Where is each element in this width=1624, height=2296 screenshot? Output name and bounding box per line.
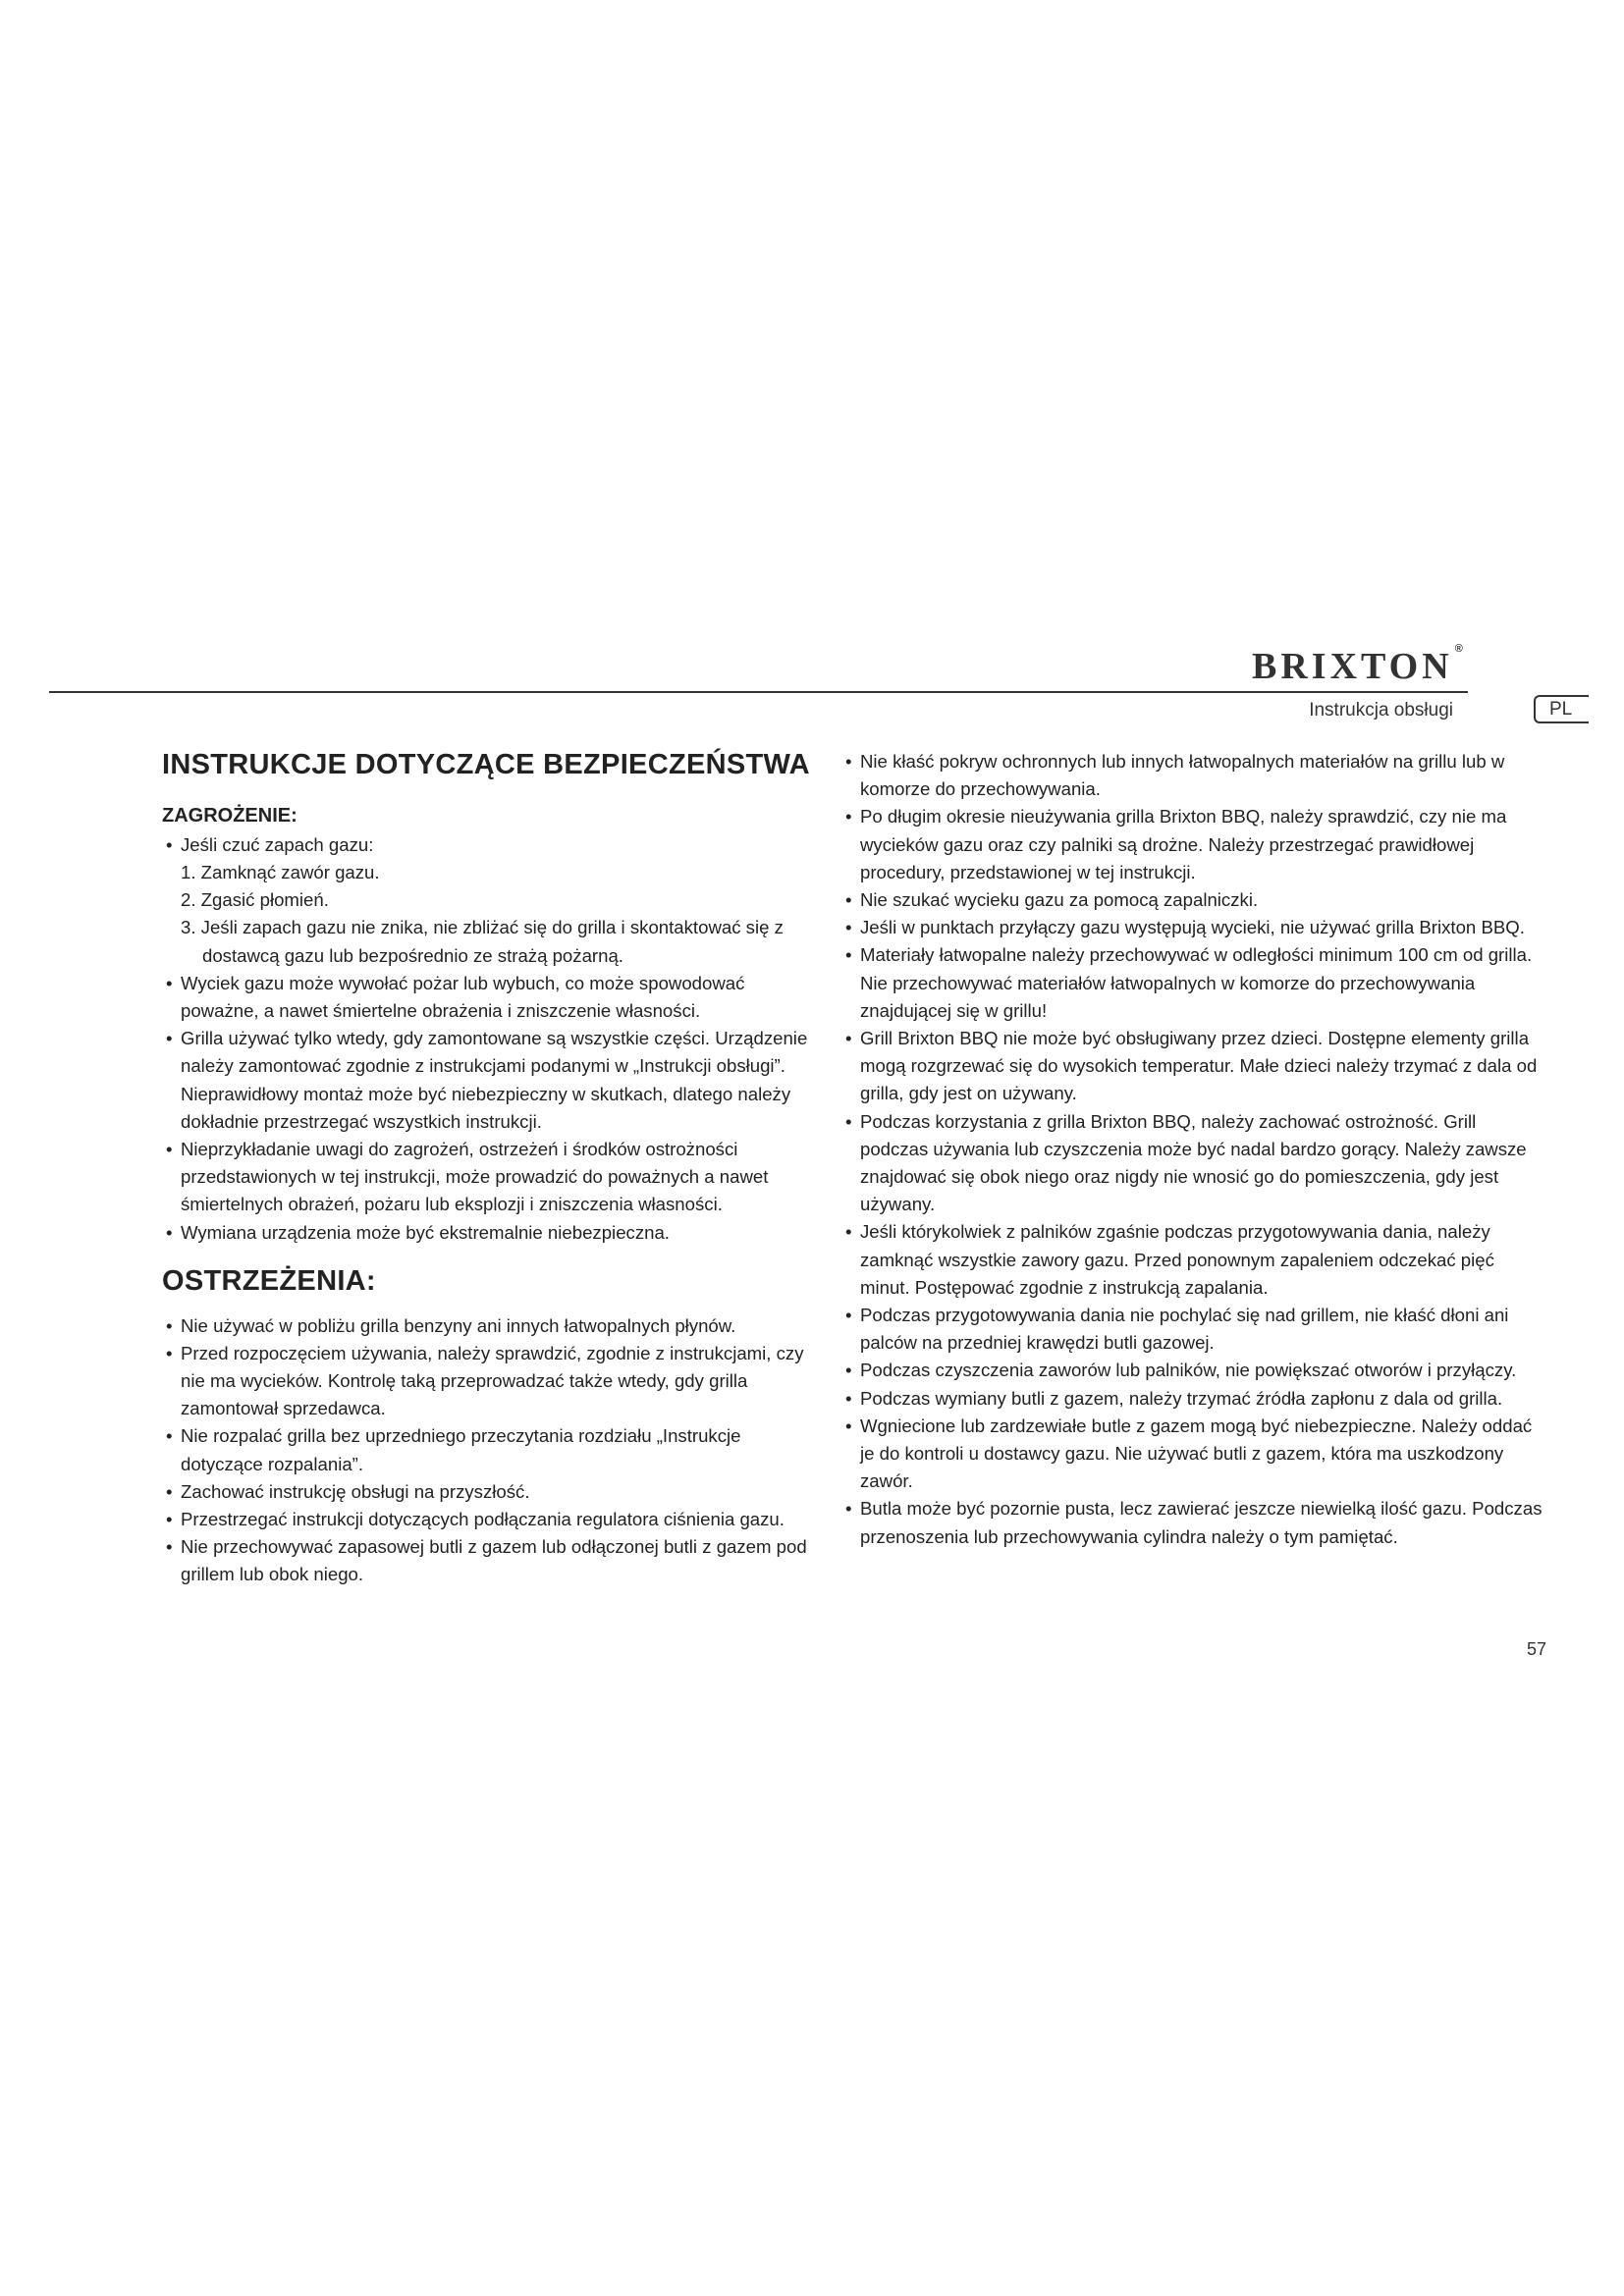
gas-smell-intro: Jeśli czuć zapach gazu:	[181, 833, 374, 855]
step-item: 1. Zamknąć zawór gazu.	[181, 862, 380, 882]
right-column	[841, 748, 1548, 1551]
list-item	[162, 831, 825, 970]
list-item: • Wyciek gazu może wywołać pożar lub wybuch, co może spowodować poważne, a nawet śmiertelne obrażenia i zniszczenie własności.	[162, 970, 825, 1025]
list-item: • Przestrzegać instrukcji dotyczących podłączania regulatora ciśnienia gazu.	[162, 1506, 825, 1533]
page-title: INSTRUKCJE DOTYCZĄCE BEZPIECZEŃSTWA	[162, 749, 810, 780]
list-item: • Nie używać w pobliżu grilla benzyny ani innych łatwopalnych płynów.	[162, 1312, 825, 1340]
registered-mark: ®	[1454, 643, 1463, 655]
list-item: • Wymiana urządzenia może być ekstremalnie niebezpieczna.	[162, 1219, 825, 1247]
step-item: 3. Jeśli zapach gazu nie znika, nie zbliżać się do grilla i skontaktować się z dostawcą gazu lub bezpośrednio ze strażą pożarną.	[181, 917, 784, 966]
list-item: • Grill Brixton BBQ nie może być obsługiwany przez dzieci. Dostępne elementy grilla mogą rozgrzewać się do wysokich temperatur. Małe dzieci należy trzymać z dala od grilla, gdy jest on używany.	[841, 1025, 1548, 1108]
list-item: • Przed rozpoczęciem używania, należy sprawdzić, zgodnie z instrukcjami, czy nie ma wycieków. Kontrolę taką przeprowadzać także wtedy, gdy grilla zamontował sprzedawca.	[162, 1340, 825, 1423]
list-item: • Grilla używać tylko wtedy, gdy zamontowane są wszystkie części. Urządzenie należy zamontować zgodnie z instrukcjami podanymi w „Instrukcji obsługi”. Nieprawidłowy montaż może być niebezpieczny w skutkach, dlatego należy dokładnie przestrzegać wszystkich instrukcji.	[162, 1025, 825, 1136]
list-item: • Podczas czyszczenia zaworów lub palników, nie powiększać otworów i przyłączy.	[841, 1357, 1548, 1384]
list-item: • Podczas wymiany butli z gazem, należy trzymać źródła zapłonu z dala od grilla.	[841, 1385, 1548, 1413]
list-item: • Nie szukać wycieku gazu za pomocą zapalniczki.	[841, 886, 1548, 914]
warnings-heading: OSTRZEŻENIA:	[162, 1264, 376, 1297]
list-item: • Nie rozpalać grilla bez uprzedniego przeczytania rozdziału „Instrukcje dotyczące rozpalania”.	[162, 1422, 825, 1477]
list-item: • Jeśli w punktach przyłączy gazu występują wycieki, nie używać grilla Brixton BBQ.	[841, 914, 1548, 941]
list-item: • Butla może być pozornie pusta, lecz zawierać jeszcze niewielką ilość gazu. Podczas przenoszenia lub przechowywania cylindra należy o tym pamiętać.	[841, 1495, 1548, 1550]
list-item: • Nieprzykładanie uwagi do zagrożeń, ostrzeżeń i środków ostrożności przedstawionych w tej instrukcji, może prowadzić do poważnych a nawet śmiertelnych obrażeń, pożaru lub eksplozji i zniszczenia własności.	[162, 1136, 825, 1219]
list-item: • Nie przechowywać zapasowej butli z gazem lub odłączonej butli z gazem pod grillem lub obok niego.	[162, 1533, 825, 1588]
list-item: • Zachować instrukcję obsługi na przyszłość.	[162, 1478, 825, 1506]
page-number: 57	[1527, 1639, 1547, 1659]
language-tab: PL	[1534, 695, 1589, 723]
brixton-logo	[1252, 643, 1463, 687]
step-item: 2. Zgasić płomień.	[181, 889, 329, 911]
list-item: • Jeśli którykolwiek z palników zgaśnie podczas przygotowywania dania, należy zamknąć wszystkie zawory gazu. Przed ponownym zapaleniem odczekać pięć minut. Postępować zgodnie z instrukcją zapalania.	[841, 1218, 1548, 1302]
header-rule	[49, 691, 1468, 693]
list-item: • Podczas korzystania z grilla Brixton BBQ, należy zachować ostrożność. Grill podczas używania lub czyszczenia może być nadal bardzo gorący. Należy zawsze znajdować się obok niego oraz nigdy nie wnosić go do pomieszczenia, gdy jest używany.	[841, 1108, 1548, 1219]
gas-smell-steps	[181, 859, 825, 970]
warnings-list	[162, 1312, 825, 1589]
list-item: • Nie kłaść pokryw ochronnych lub innych łatwopalnych materiałów na grillu lub w komorze do przechowywania.	[841, 748, 1548, 803]
list-item: • Podczas przygotowywania dania nie pochylać się nad grillem, nie kłaść dłoni ani palców na przedniej krawędzi butli gazowej.	[841, 1302, 1548, 1357]
brand-name: BRIXTON	[1252, 646, 1453, 687]
danger-list	[162, 831, 825, 1247]
manual-label: Instrukcja obsługi	[1309, 700, 1453, 721]
danger-heading: ZAGROŻENIE:	[162, 804, 298, 827]
list-item: • Po długim okresie nieużywania grilla Brixton BBQ, należy sprawdzić, czy nie ma wycieków gazu oraz czy palniki są drożne. Należy przestrzegać prawidłowej procedury, przedstawionej w tej instrukcji.	[841, 803, 1548, 886]
list-item: • Wgniecione lub zardzewiałe butle z gazem mogą być niebezpieczne. Należy oddać je do kontroli u dostawcy gazu. Nie używać butli z gazem, która ma uszkodzony zawór.	[841, 1413, 1548, 1496]
list-item: • Materiały łatwopalne należy przechowywać w odległości minimum 100 cm od grilla. Nie przechowywać materiałów łatwopalnych w komorze do przechowywania znajdującej się w grillu!	[841, 941, 1548, 1025]
warnings-list-continued	[841, 748, 1548, 1551]
left-column	[162, 748, 825, 1589]
